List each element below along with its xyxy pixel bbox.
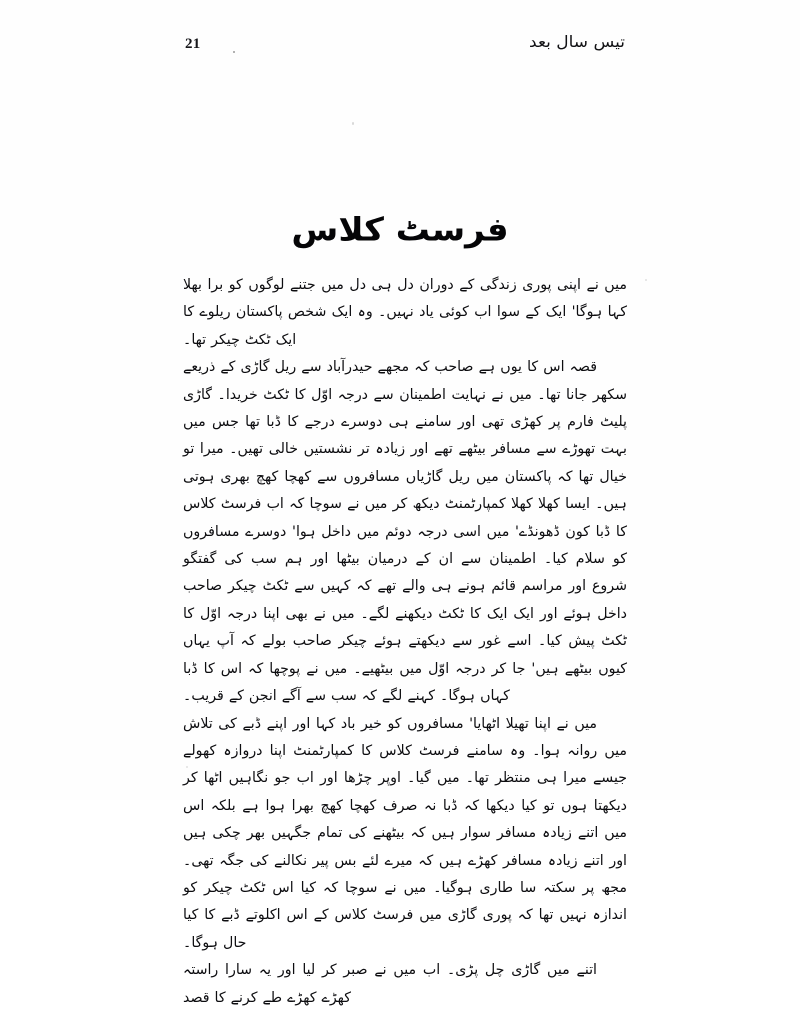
- paragraph: اتنے میں گاڑی چل پڑی۔ اب میں نے صبر کر لیا اور یہ سارا راستہ کھڑے کھڑے طے کرنے کا قصد: [183, 962, 597, 1006]
- paragraph: قصہ اس کا یوں ہے صاحب کہ مجھے حیدرآباد سے ریل گاڑی کے ذریعے سکھر جانا تھا۔ میں نے نہایت اطمینان سے درجہ اوّل کا ٹکٹ خریدا۔ گاڑی پلیٹ فارم پر کھڑی تھی اور سامنے ہی دوسرے درجے کا ڈبا تھا جس میں بہت تھوڑے سے مسافر بیٹھے تھے اور زیادہ تر نشستیں خالی تھیں۔ میرا تو خیال تھا کہ پاکستان میں ریل گاڑیاں مسافروں سے کھچا کھچ بھری ہوتی ہیں۔ ایسا کھلا کھلا کمپارٹمنٹ دیکھ کر میں نے سوچا کہ اب فرسٹ کلاس کا ڈبا کون ڈھونڈے' میں اسی درجہ دوئم میں داخل ہوا' دوسرے مسافروں کو سلام کیا۔ اطمینان سے ان کے درمیان بیٹھا اور ہم سب کی گفتگو شروع اور مراسم قائم ہونے ہی والے تھے کہ کہیں سے ٹکٹ چیکر صاحب داخل ہوئے اور ایک ایک کا ٹکٹ دیکھنے لگے۔ میں نے بھی اپنا درجہ اوّل کا ٹکٹ پیش کیا۔ اسے غور سے دیکھتے ہوئے چیکر صاحب بولے کہ آپ یہاں کیوں بیٹھے ہیں' جا کر درجہ اوّل میں بیٹھیے۔ میں نے پوچھا کہ اس کا ڈبا کہاں ہوگا۔ کہنے لگے کہ سب سے آگے انجن کے قریب۔: [183, 359, 627, 705]
- page-number: 21: [185, 36, 201, 52]
- scan-speck-icon: [645, 279, 647, 281]
- page-header: [185, 34, 625, 68]
- paragraph: میں نے اپنا تھیلا اٹھایا' مسافروں کو خیر باد کہا اور اپنے ڈبے کی تلاش میں روانہ ہوا۔ وہ سامنے فرسٹ کلاس کا کمپارٹمنٹ اپنا دروازہ کھولے جیسے میرا ہی منتظر تھا۔ میں گیا۔ اوپر چڑھا اور اب جو نگاہیں اٹھا کر دیکھتا ہوں تو کیا دیکھا کہ ڈبا نہ صرف کھچا کھچ بھرا ہوا ہے بلکہ اس میں اتنے زیادہ مسافر سوار ہیں کہ بیٹھنے کی تمام جگہیں بھر چکی ہیں اور اتنے زیادہ مسافر کھڑے ہیں کہ میرے لئے بس پیر نکالنے کی جگہ تھی۔ مجھ پر سکتہ سا طاری ہوگیا۔ میں نے سوچا کہ کیا اس ٹکٹ چیکر کو اندازہ نہیں تھا کہ پوری گاڑی میں فرسٹ کلاس کے اس اکلوتے ڈبے کا کیا حال ہوگا۔: [183, 715, 627, 951]
- scan-speck-icon: [352, 122, 354, 125]
- paragraph: میں نے اپنی پوری زندگی کے دوران دل ہی دل میں جتنے لوگوں کو برا بھلا کہا ہوگا' ایک کے سوا اب کوئی یاد نہیں۔ وہ ایک شخص پاکستان ریلوے کا ایک ٹکٹ چیکر تھا۔: [183, 277, 627, 348]
- running-title: تیس سال بعد: [529, 33, 625, 52]
- body-text: [183, 272, 627, 1012]
- chapter-title: فرسٹ کلاس: [291, 210, 509, 249]
- scan-speck-icon: [233, 51, 235, 53]
